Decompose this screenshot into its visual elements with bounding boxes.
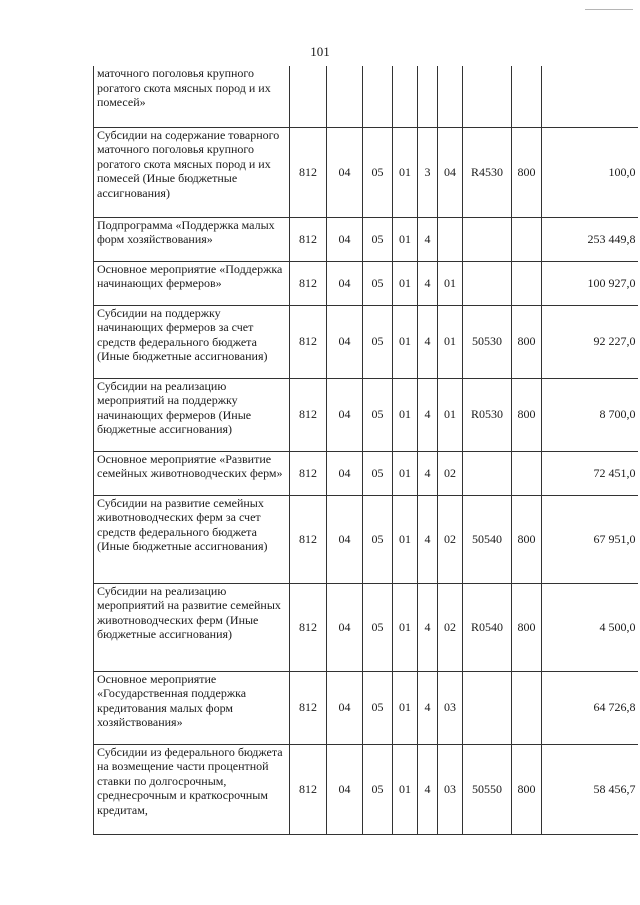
row-subprogram-cell <box>418 66 438 127</box>
row-section-cell: 04 <box>327 261 363 305</box>
row-grbs-cell: 812 <box>290 671 327 744</box>
row-program-cell: 01 <box>393 127 418 217</box>
row-amount-cell: 4 500,0 <box>542 583 638 671</box>
row-grbs-cell: 812 <box>290 495 327 583</box>
row-amount-cell: 253 449,8 <box>542 217 638 261</box>
row-grbs-cell <box>290 66 327 127</box>
row-program-cell <box>393 66 418 127</box>
row-grbs-cell: 812 <box>290 217 327 261</box>
row-expense-type-cell: 800 <box>512 583 542 671</box>
row-expense-type-cell: 800 <box>512 744 542 834</box>
scan-corner-mark <box>585 9 633 10</box>
row-program-cell: 01 <box>393 217 418 261</box>
row-subsection-cell: 05 <box>363 378 393 451</box>
row-name-cell: Подпрограмма «Поддержка малых форм хозяйствования» <box>94 217 290 261</box>
row-expense-type-cell <box>512 66 542 127</box>
row-section-cell <box>327 66 363 127</box>
row-subprogram-cell: 4 <box>418 217 438 261</box>
row-subprogram-cell: 4 <box>418 671 438 744</box>
row-main-measure-cell: 03 <box>438 671 463 744</box>
row-direction-cell: R0530 <box>463 378 512 451</box>
table-row <box>94 495 638 583</box>
row-direction-cell: 50550 <box>463 744 512 834</box>
row-program-cell: 01 <box>393 451 418 495</box>
row-subprogram-cell: 4 <box>418 261 438 305</box>
row-name-cell: Субсидии на развитие семейных животноводческих ферм за счет средств федерального бюджета (Иные бюджетные ассигнования) <box>94 495 290 583</box>
row-grbs-cell: 812 <box>290 744 327 834</box>
table-row <box>94 378 638 451</box>
row-grbs-cell: 812 <box>290 583 327 671</box>
row-program-cell: 01 <box>393 305 418 378</box>
row-section-cell: 04 <box>327 127 363 217</box>
row-subsection-cell: 05 <box>363 127 393 217</box>
row-direction-cell: R4530 <box>463 127 512 217</box>
row-program-cell: 01 <box>393 671 418 744</box>
row-subsection-cell: 05 <box>363 583 393 671</box>
row-amount-cell <box>542 66 638 127</box>
row-subsection-cell: 05 <box>363 305 393 378</box>
row-grbs-cell: 812 <box>290 451 327 495</box>
row-section-cell: 04 <box>327 378 363 451</box>
row-subsection-cell: 05 <box>363 495 393 583</box>
row-main-measure-cell: 01 <box>438 305 463 378</box>
row-section-cell: 04 <box>327 744 363 834</box>
row-main-measure-cell: 02 <box>438 495 463 583</box>
row-section-cell: 04 <box>327 671 363 744</box>
row-program-cell: 01 <box>393 261 418 305</box>
row-amount-cell: 67 951,0 <box>542 495 638 583</box>
row-name-cell: Субсидии на реализацию мероприятий на поддержку начинающих фермеров (Иные бюджетные ассигнования) <box>94 378 290 451</box>
row-section-cell: 04 <box>327 583 363 671</box>
row-subsection-cell: 05 <box>363 217 393 261</box>
row-expense-type-cell <box>512 671 542 744</box>
table-row <box>94 217 638 261</box>
row-amount-cell: 8 700,0 <box>542 378 638 451</box>
row-expense-type-cell: 800 <box>512 378 542 451</box>
row-main-measure-cell: 02 <box>438 451 463 495</box>
row-program-cell: 01 <box>393 744 418 834</box>
row-name-cell: Субсидии на реализацию мероприятий на развитие семейных животноводческих ферм (Иные бюджетные ассигнования) <box>94 583 290 671</box>
row-grbs-cell: 812 <box>290 378 327 451</box>
table-row <box>94 66 638 127</box>
row-subprogram-cell: 4 <box>418 451 438 495</box>
page-number: 101 <box>310 44 330 59</box>
row-subprogram-cell: 3 <box>418 127 438 217</box>
row-subprogram-cell: 4 <box>418 583 438 671</box>
budget-table <box>93 66 638 835</box>
row-subsection-cell: 05 <box>363 744 393 834</box>
row-direction-cell: R0540 <box>463 583 512 671</box>
row-grbs-cell: 812 <box>290 127 327 217</box>
row-direction-cell <box>463 217 512 261</box>
row-program-cell: 01 <box>393 583 418 671</box>
row-amount-cell: 100,0 <box>542 127 638 217</box>
row-amount-cell: 92 227,0 <box>542 305 638 378</box>
row-section-cell: 04 <box>327 495 363 583</box>
row-expense-type-cell: 800 <box>512 305 542 378</box>
row-expense-type-cell: 800 <box>512 127 542 217</box>
row-subsection-cell: 05 <box>363 261 393 305</box>
row-amount-cell: 72 451,0 <box>542 451 638 495</box>
row-direction-cell <box>463 261 512 305</box>
row-name-cell: Основное мероприятие «Государственная поддержка кредитования малых форм хозяйствования» <box>94 671 290 744</box>
row-name-cell: Основное мероприятие «Поддержка начинающих фермеров» <box>94 261 290 305</box>
row-grbs-cell: 812 <box>290 305 327 378</box>
table-row <box>94 261 638 305</box>
row-subprogram-cell: 4 <box>418 495 438 583</box>
row-direction-cell: 50530 <box>463 305 512 378</box>
row-main-measure-cell: 01 <box>438 261 463 305</box>
row-expense-type-cell: 800 <box>512 495 542 583</box>
row-subsection-cell <box>363 66 393 127</box>
row-main-measure-cell <box>438 66 463 127</box>
row-main-measure-cell: 02 <box>438 583 463 671</box>
table-body <box>94 66 638 834</box>
row-main-measure-cell: 04 <box>438 127 463 217</box>
row-main-measure-cell <box>438 217 463 261</box>
table-row <box>94 451 638 495</box>
row-program-cell: 01 <box>393 378 418 451</box>
row-amount-cell: 100 927,0 <box>542 261 638 305</box>
row-name-cell: Субсидии на содержание товарного маточного поголовья крупного рогатого скота мясных пород и их помесей (Иные бюджетные ассигнования) <box>94 127 290 217</box>
table-row <box>94 127 638 217</box>
table-row <box>94 671 638 744</box>
row-section-cell: 04 <box>327 217 363 261</box>
row-amount-cell: 64 726,8 <box>542 671 638 744</box>
row-subsection-cell: 05 <box>363 451 393 495</box>
row-section-cell: 04 <box>327 305 363 378</box>
table-row <box>94 305 638 378</box>
row-subprogram-cell: 4 <box>418 378 438 451</box>
row-expense-type-cell <box>512 217 542 261</box>
row-main-measure-cell: 03 <box>438 744 463 834</box>
row-name-cell: Субсидии из федерального бюджета на возмещение части процентной ставки по долгосрочным, среднесрочным и краткосрочным кредитам, <box>94 744 290 834</box>
row-expense-type-cell <box>512 261 542 305</box>
row-subsection-cell: 05 <box>363 671 393 744</box>
row-amount-cell: 58 456,7 <box>542 744 638 834</box>
row-program-cell: 01 <box>393 495 418 583</box>
row-name-cell: Основное мероприятие «Развитие семейных животноводческих ферм» <box>94 451 290 495</box>
row-expense-type-cell <box>512 451 542 495</box>
row-direction-cell <box>463 671 512 744</box>
table-row <box>94 583 638 671</box>
row-grbs-cell: 812 <box>290 261 327 305</box>
row-direction-cell: 50540 <box>463 495 512 583</box>
row-main-measure-cell: 01 <box>438 378 463 451</box>
table-row <box>94 744 638 834</box>
row-direction-cell <box>463 66 512 127</box>
row-section-cell: 04 <box>327 451 363 495</box>
row-name-cell: маточного поголовья крупного рогатого скота мясных пород и их помесей» <box>94 66 290 127</box>
row-direction-cell <box>463 451 512 495</box>
row-subprogram-cell: 4 <box>418 305 438 378</box>
row-name-cell: Субсидии на поддержку начинающих фермеров за счет средств федерального бюджета (Иные бюджетные ассигнования) <box>94 305 290 378</box>
row-subprogram-cell: 4 <box>418 744 438 834</box>
